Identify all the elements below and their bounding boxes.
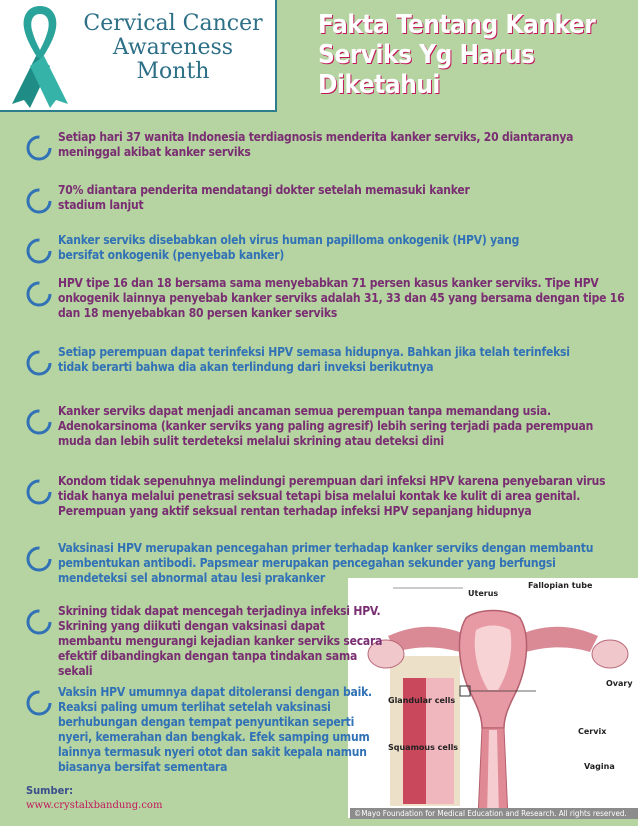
fact-item bbox=[28, 183, 628, 213]
fact-text: Vaksin HPV umumnya dapat ditoleransi dengan baik. Reaksi paling umum terlihat setelah vaksinasi berhubungan dengan tempat penyuntikan seperti nyeri, kemerahan dan bengkak. Efek samping umum lainnya termasuk nyeri otot dan sakit kepala namun biasanya bersifat sementara bbox=[58, 685, 372, 774]
fact-text: Skrining tidak dapat mencegah terjadinya infeksi HPV. Skrining yang diikuti dengan vaksinasi dapat membantu mengurangi kejadian kanker serviks secara efektif dibandingkan dengan tanpa tindakan sama sekali bbox=[58, 604, 383, 678]
fact-text: 70% diantara penderita mendatangi dokter setelah memasuki kanker stadium lanjut bbox=[58, 183, 470, 212]
logo-line-2: Awareness bbox=[112, 35, 234, 60]
vagina-label: Vagina bbox=[584, 762, 615, 771]
fact-item bbox=[28, 404, 628, 449]
fact-item bbox=[28, 130, 628, 160]
fact-text: Setiap hari 37 wanita Indonesia terdiagnosis menderita kanker serviks, 20 diantaranya meninggal akibat kanker serviks bbox=[58, 130, 574, 159]
uterus-label: Uterus bbox=[468, 589, 499, 598]
fact-text: Vaksinasi HPV merupakan pencegahan primer terhadap kanker serviks dengan membantu pembentukan antibodi. Papsmear merupakan pencegahan sekunder yang berfungsi mendeteksi sel abnormal atau lesi prakanker bbox=[58, 541, 594, 585]
circle-bullet-icon bbox=[24, 544, 54, 574]
fact-item bbox=[28, 604, 628, 679]
circle-bullet-icon bbox=[24, 133, 54, 163]
ovary-label: Ovary bbox=[606, 679, 633, 688]
logo-line-3: Month bbox=[136, 59, 210, 84]
circle-bullet-icon bbox=[24, 407, 54, 437]
glandular-cells-label: Glandular cells bbox=[388, 696, 456, 705]
cervix-label: Cervix bbox=[578, 727, 607, 736]
circle-bullet-icon bbox=[24, 186, 54, 216]
title-line-1: Fakta Tentang Kanker bbox=[318, 10, 596, 40]
source-link[interactable]: www.crystalxbandung.com bbox=[26, 800, 163, 811]
fallopian-tube-label: Fallopian tube bbox=[528, 581, 593, 590]
fact-text: Kanker serviks dapat menjadi ancaman semua perempuan tanpa memandang usia. Adenokarsinoma (kanker serviks yang paling agresif) lebih sering terjadi pada perempuan muda dan lebih sulit terdeteksi melalui skrining atau deteksi dini bbox=[58, 404, 594, 448]
illustration-copyright: ©Mayo Foundation for Medical Education and Research. All rights reserved. bbox=[350, 808, 638, 819]
fact-text: Setiap perempuan dapat terinfeksi HPV semasa hidupnya. Bahkan jika telah terinfeksi tidak berarti bahwa dia akan terlindung dari inveksi berikutnya bbox=[58, 345, 570, 374]
fact-item bbox=[28, 685, 628, 775]
fact-item bbox=[28, 345, 628, 375]
awareness-logo bbox=[0, 0, 277, 112]
circle-bullet-icon bbox=[24, 348, 54, 378]
circle-bullet-icon bbox=[24, 607, 54, 637]
fact-text: Kondom tidak sepenuhnya melindungi perempuan dari infeksi HPV karena penyebaran virus tidak hanya melalui penetrasi seksual tetapi bisa melalui kontak ke kulit di area genital. Perempuan yang aktif seksual rentan terhadap infeksi HPV sepanjang hidupnya bbox=[58, 474, 606, 518]
circle-bullet-icon bbox=[24, 236, 54, 266]
awareness-ribbon-icon bbox=[6, 0, 74, 108]
fact-item bbox=[28, 233, 628, 263]
fact-text: Kanker serviks disebabkan oleh virus human papilloma onkogenik (HPV) yang bersifat onkogenik (penyebab kanker) bbox=[58, 233, 520, 262]
fact-text: HPV tipe 16 dan 18 bersama sama menyebabkan 71 persen kasus kanker serviks. Tipe HPV onkogenik lainnya penyebab kanker serviks adalah 31, 33 dan 45 yang bersama dengan tipe 16 dan 18 menyebabkan 80 persen kanker serviks bbox=[58, 276, 625, 320]
logo-line-1: Cervical Cancer bbox=[83, 11, 263, 36]
page-title bbox=[318, 10, 638, 100]
source-label: Sumber: bbox=[26, 784, 74, 797]
circle-bullet-icon bbox=[24, 477, 54, 507]
circle-bullet-icon bbox=[24, 279, 54, 309]
title-line-2: Serviks Yg Harus Diketahui bbox=[318, 40, 535, 100]
fact-item bbox=[28, 474, 628, 519]
squamous-cells-label: Squamous cells bbox=[388, 743, 459, 752]
fact-item bbox=[28, 276, 628, 321]
circle-bullet-icon bbox=[24, 688, 54, 718]
